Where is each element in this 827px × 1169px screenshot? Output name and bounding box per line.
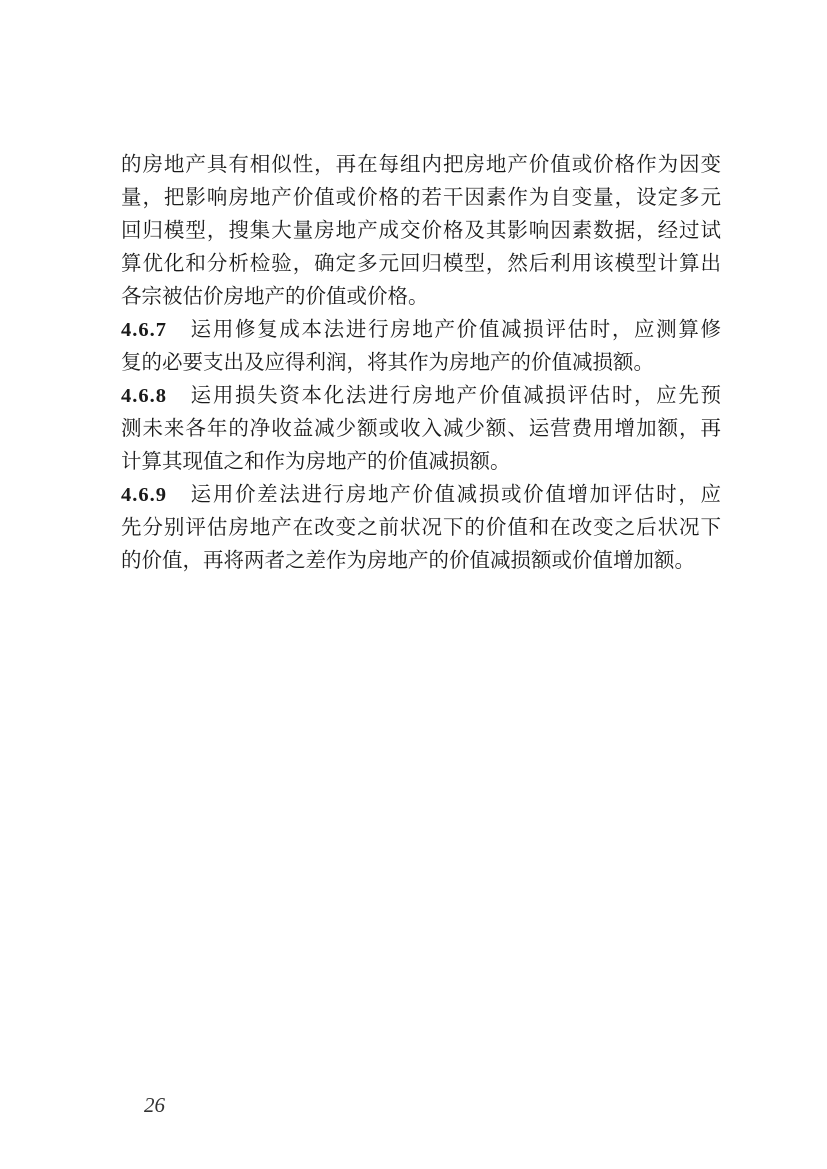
clause-4-6-8 <box>121 379 721 478</box>
paragraph-line: 测未来各年的净收益减少额或收入减少额、运营费用增加额，再 <box>121 416 721 440</box>
page-number: 26 <box>144 1093 165 1117</box>
paragraph-line: 的价值，再将两者之差作为房地产的价值减损额或价值增加额。 <box>121 548 695 572</box>
clause-number: 4.6.8 <box>121 385 167 407</box>
intro-paragraph <box>121 148 721 313</box>
clause-number: 4.6.7 <box>121 319 167 341</box>
paragraph-line: 复的必要支出及应得利润，将其作为房地产的价值减损额。 <box>121 350 654 374</box>
clause-first-line <box>121 478 721 511</box>
paragraph-line: 算优化和分析检验，确定多元回归模型，然后利用该模型计算出 <box>121 251 721 275</box>
clause-text: 运用价差法进行房地产价值减损或价值增加评估时，应 <box>189 482 721 506</box>
clause-text: 运用损失资本化法进行房地产价值减损评估时，应先预 <box>189 383 721 407</box>
paragraph-line: 量，把影响房地产价值或价格的若干因素作为自变量，设定多元 <box>121 185 721 209</box>
paragraph-line: 的房地产具有相似性，再在每组内把房地产价值或价格作为因变 <box>121 152 721 176</box>
clause-first-line <box>121 379 721 412</box>
clause-first-line <box>121 313 721 346</box>
paragraph-line: 先分别评估房地产在改变之前状况下的价值和在改变之后状况下 <box>121 515 721 539</box>
clause-4-6-7 <box>121 313 721 379</box>
clause-4-6-9 <box>121 478 721 577</box>
body-text <box>121 148 721 577</box>
clause-text: 运用修复成本法进行房地产价值减损评估时，应测算修 <box>189 317 721 341</box>
paragraph-line: 各宗被估价房地产的价值或价格。 <box>121 284 429 308</box>
paragraph-line: 回归模型，搜集大量房地产成交价格及其影响因素数据，经过试 <box>121 218 721 242</box>
clause-number: 4.6.9 <box>121 484 167 506</box>
paragraph-line: 计算其现值之和作为房地产的价值减损额。 <box>121 449 511 473</box>
